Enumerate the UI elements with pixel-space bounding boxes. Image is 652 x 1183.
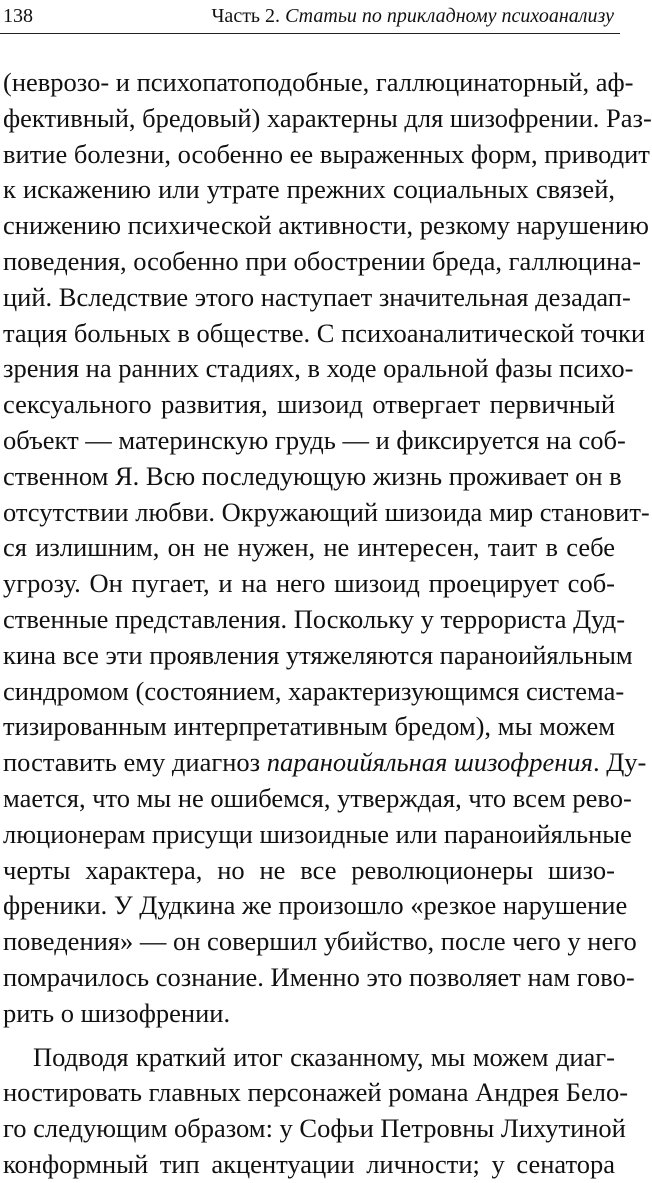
text-line — [3, 745, 647, 781]
text-line: ся излишним, он не нужен, не интересен, таит в себе — [3, 532, 615, 563]
text-line: френики. У Дудкина же произошло «резкое нарушение — [3, 890, 628, 921]
text-line: поведения» — он совершил убийство, после чего у него — [3, 926, 637, 957]
section-title: Статьи по прикладному психоанализу — [285, 5, 614, 27]
text-line: (неврозо- и психопатоподобные, галлюцинаторный, аф- — [3, 67, 634, 97]
text-line: Подводя краткий итог сказанному, мы можем диаг- — [33, 1041, 615, 1072]
text-line: синдромом (состоянием, характеризующимся система- — [3, 675, 625, 706]
header-rule — [0, 33, 620, 34]
text-line: сексуального развития, шизоид отвергает первичный — [3, 389, 615, 420]
part-label: Часть 2. — [211, 5, 281, 27]
text-line: ностировать главных персонажей романа Андрея Бело- — [3, 1077, 629, 1108]
text-line: фективный, бредовый) характерны для шизофрении. Раз- — [3, 102, 652, 133]
text-line: отсутствии любви. Окружающий шизоида мир становит- — [3, 496, 650, 527]
text-run: поставить ему диагноз — [3, 747, 267, 778]
text-line: рить о шизофрении. — [3, 997, 231, 1028]
text-line: снижению психической активности, резкому нарушению — [3, 210, 649, 241]
text-line: тация больных в обществе. С психоаналитической точки — [3, 317, 646, 348]
text-line: ственные представления. Поскольку у террориста Дуд- — [3, 603, 626, 634]
text-line: кина все эти проявления утяжеляются параноийяльным — [3, 639, 633, 670]
body-text — [3, 65, 652, 1183]
text-line: помрачилось сознание. Именно это позволяет нам гово- — [3, 961, 635, 992]
text-line: к искажению или утрате прежних социальных связей, — [3, 174, 615, 205]
paragraph — [3, 1040, 629, 1183]
running-head — [211, 4, 614, 28]
text-line: витие болезни, особенно ее выраженных форм, приводит — [3, 138, 650, 169]
page-number: 138 — [3, 5, 33, 27]
text-line: люционерам присущи шизоидные или параноийяльные — [3, 818, 632, 849]
text-line: конформный тип акцентуации личности; у сенатора — [3, 1148, 615, 1179]
text-line: тизированным интерпретативным бредом), мы можем — [3, 711, 615, 742]
page-header — [0, 0, 620, 34]
paragraph-gap — [3, 1032, 615, 1040]
paragraph — [3, 65, 652, 1032]
text-line: го следующим образом: у Софьи Петровны Лихутиной — [3, 1113, 626, 1144]
text-line: мается, что мы не ошибемся, утверждая, что всем рево- — [3, 782, 632, 813]
text-line: ственном Я. Всю последующую жизнь проживает он в — [3, 460, 622, 491]
text-line: поведения, особенно при обострении бреда, галлюцина- — [3, 245, 641, 276]
text-line: ций. Вследствие этого наступает значительная дезадап- — [3, 281, 631, 312]
text-line: черты характера, но не все революционеры шизо- — [3, 854, 615, 885]
text-run: . Ду- — [592, 747, 647, 778]
text-line: объект — материнскую грудь — и фиксируется на соб- — [3, 424, 626, 455]
text-line: угрозу. Он пугает, и на него шизоид проецирует соб- — [3, 568, 615, 599]
emphasis-diagnosis: параноийяльная шизофрения — [266, 747, 593, 778]
text-line: зрения на ранних стадиях, в ходе оральной фазы психо- — [3, 353, 634, 384]
